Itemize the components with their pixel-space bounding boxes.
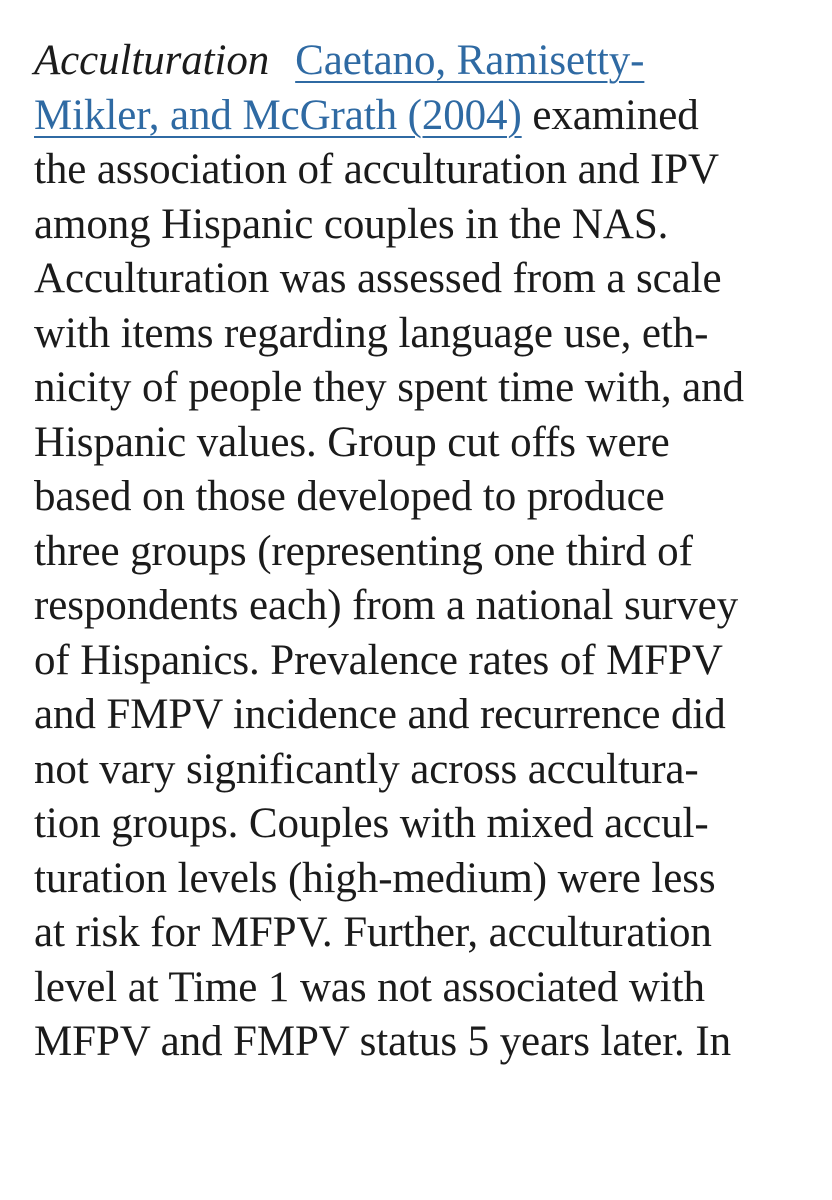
text-line-6: with items regarding language use, eth- (34, 309, 709, 357)
text-line-13: and FMPV incidence and recurrence did (34, 691, 726, 738)
text-line-5: Acculturation was assessed from a scale (34, 255, 722, 302)
text-line-10: three groups (representing one third of (34, 527, 693, 575)
citation-link-continued[interactable]: Mikler, and McGrath (2004) (34, 91, 522, 139)
body-text: examined (532, 91, 699, 139)
article-paragraph (34, 34, 814, 1070)
section-heading: Acculturation (34, 37, 270, 84)
text-line-1 (34, 34, 814, 89)
text-line-3: the association of acculturation and IPV (34, 146, 719, 193)
text-line-15: tion groups. Couples with mixed accul- (34, 800, 709, 847)
text-line-11: respondents each) from a national survey (34, 582, 739, 629)
text-line-2 (34, 89, 814, 144)
text-line-14: not vary significantly across accultura- (34, 745, 699, 793)
text-line-8: Hispanic values. Group cut offs were (34, 418, 670, 466)
text-line-9: based on those developed to produce (34, 473, 665, 520)
text-line-4: among Hispanic couples in the NAS. (34, 200, 669, 248)
text-line-17: at risk for MFPV. Further, acculturation (34, 909, 712, 956)
citation-link[interactable]: Caetano, Ramisetty- (295, 37, 645, 84)
text-line-18: level at Time 1 was not associated with (34, 963, 705, 1011)
text-line-12: of Hispanics. Prevalence rates of MFPV (34, 636, 723, 684)
text-line-19: MFPV and FMPV status 5 years later. In (34, 1018, 731, 1065)
text-line-16: turation levels (high-medium) were less (34, 854, 716, 902)
text-line-7: nicity of people they spent time with, and (34, 364, 744, 411)
